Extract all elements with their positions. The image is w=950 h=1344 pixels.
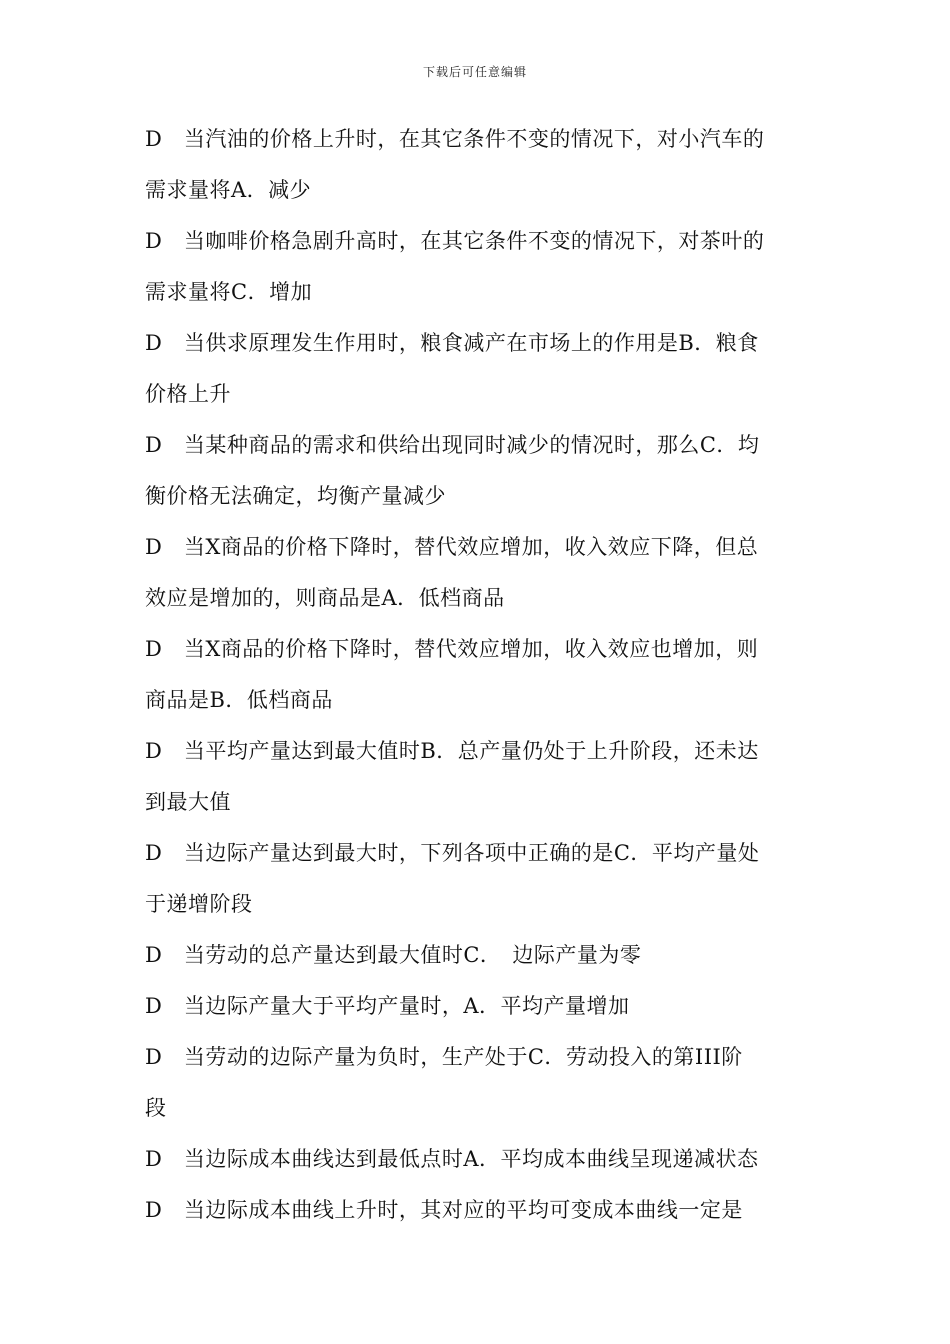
text-line: 到最大值: [145, 790, 231, 814]
text-line: D 当边际产量大于平均产量时，A．平均产量增加: [145, 994, 630, 1018]
text-line: 需求量将A．减少: [145, 178, 312, 202]
text-line: D 当劳动的总产量达到最大值时C． 边际产量为零: [145, 943, 642, 967]
page-header: 下载后可任意编辑: [422, 65, 527, 79]
text-line: D 当X商品的价格下降时，替代效应增加，收入效应也增加，则: [145, 637, 759, 661]
text-line: D 当边际成本曲线达到最低点时A．平均成本曲线呈现递减状态: [145, 1147, 759, 1171]
text-line: 商品是B．低档商品: [145, 688, 333, 712]
text-line: 效应是增加的，则商品是A．低档商品: [145, 586, 505, 610]
text-line: D 当平均产量达到最大值时B．总产量仍处于上升阶段，还未达: [145, 739, 759, 763]
text-line: D 当劳动的边际产量为负时，生产处于C．劳动投入的第III阶: [145, 1045, 743, 1069]
document-body: [145, 114, 815, 1236]
text-line: 衡价格无法确定，均衡产量减少: [145, 484, 446, 508]
text-line: D 当X商品的价格下降时，替代效应增加，收入效应下降，但总: [145, 535, 759, 559]
text-line: D 当某种商品的需求和供给出现同时减少的情况时，那么C．均: [145, 433, 760, 457]
text-line: 需求量将C．增加: [145, 280, 313, 304]
text-line: D 当供求原理发生作用时，粮食减产在市场上的作用是B．粮食: [145, 331, 759, 355]
text-line: D 当咖啡价格急剧升高时，在其它条件不变的情况下，对茶叶的: [145, 229, 765, 253]
text-line: D 当边际产量达到最大时，下列各项中正确的是C．平均产量处: [145, 841, 760, 865]
text-line: 于递增阶段: [145, 892, 253, 916]
text-line: 段: [145, 1096, 167, 1120]
text-line: D 当汽油的价格上升时，在其它条件不变的情况下，对小汽车的: [145, 127, 765, 151]
text-line: D 当边际成本曲线上升时，其对应的平均可变成本曲线一定是: [145, 1198, 743, 1222]
text-line: 价格上升: [145, 382, 231, 406]
